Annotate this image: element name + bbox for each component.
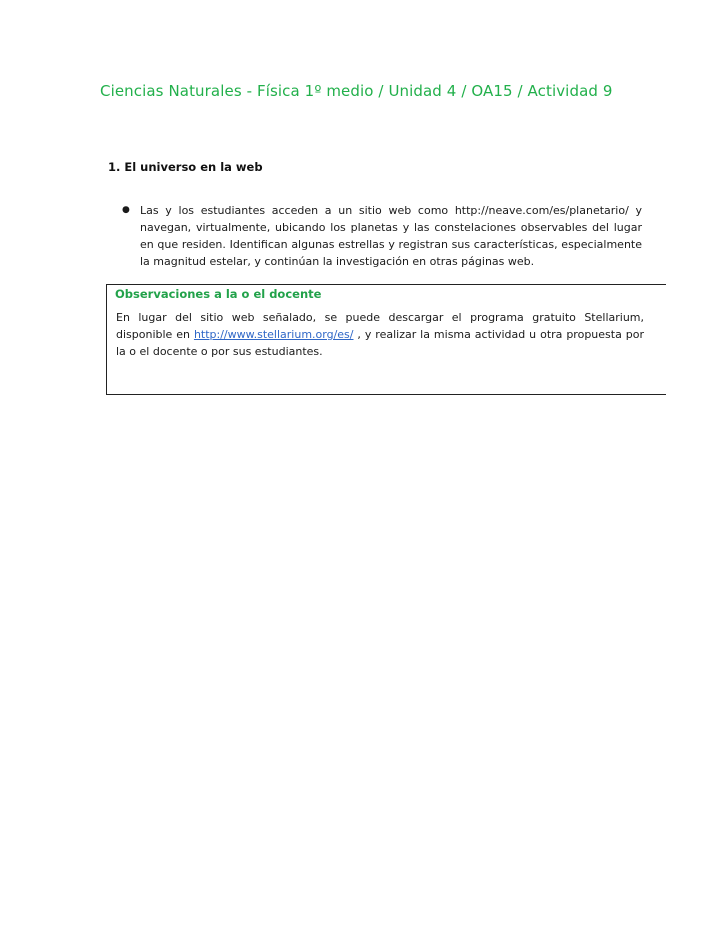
stellarium-link[interactable]: http://www.stellarium.org/es/ xyxy=(193,328,354,341)
observations-text-before-link: En lugar del sitio web señalado, se puede descargar el programa gratuito Stellarium, disponible en xyxy=(116,311,644,341)
page-title: Ciencias Naturales - Física 1º medio / Unidad 4 / OA15 / Actividad 9 xyxy=(100,82,613,100)
observations-box xyxy=(106,284,666,395)
bullet-icon: ● xyxy=(122,205,130,215)
observations-text-after-link: , y realizar la misma actividad u otra propuesta por la o el docente o por sus estudiantes. xyxy=(116,328,644,358)
observations-title: Observaciones a la o el docente xyxy=(115,287,322,301)
section-heading: 1. El universo en la web xyxy=(108,160,263,174)
observations-text xyxy=(116,309,644,360)
activity-description: Las y los estudiantes acceden a un sitio web como http://neave.com/es/planetario/ y navegan, virtualmente, ubicando los planetas y las constelaciones observables del lugar en que residen. Identifican algunas estrellas y registran sus características, especialmente la magnitud estelar, y continúan la investigación en otras páginas web. xyxy=(140,204,642,268)
